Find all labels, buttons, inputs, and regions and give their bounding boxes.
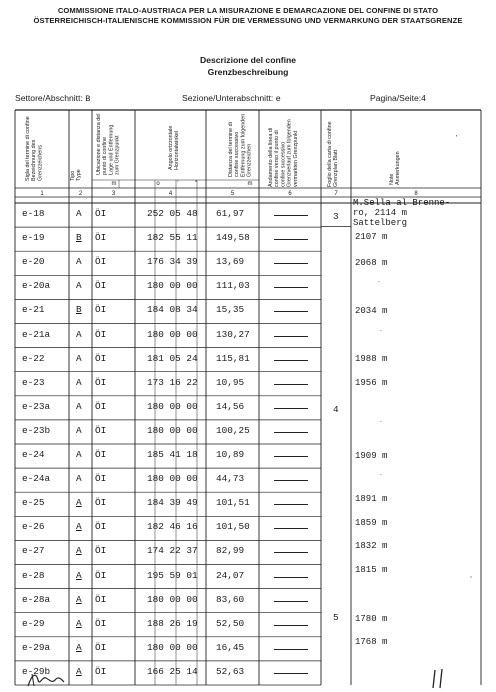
marker-type: A bbox=[76, 641, 82, 653]
note-e-20: 2068 m bbox=[355, 258, 388, 268]
marker-location: ÖI bbox=[95, 256, 107, 268]
distance-to-next: 83,60 bbox=[216, 593, 245, 605]
boundary-marker-id: e-24a bbox=[22, 473, 51, 485]
marker-location: ÖI bbox=[95, 665, 107, 677]
boundary-marker-id: e-28a bbox=[22, 593, 51, 605]
boundary-line-dash bbox=[274, 408, 308, 409]
col-header-3: Ubicazione e distanza del punto di confine Lage und Entfernung zum Grenzpunkt bbox=[96, 113, 121, 175]
col-number-5: 5 bbox=[230, 191, 235, 197]
distance-to-next: 149,58 bbox=[216, 232, 250, 244]
marker-location: ÖI bbox=[95, 641, 107, 653]
distance-to-next: 101,51 bbox=[216, 497, 250, 509]
note-e-29: 1780 m bbox=[355, 614, 388, 624]
note-e-25: 1891 m bbox=[355, 494, 388, 504]
marker-location: ÖI bbox=[95, 232, 107, 244]
col-header-5: Distanza del termine di confine successivo Entfernung zum folgenden Grenzzeichen bbox=[228, 113, 253, 177]
page-value: 4 bbox=[421, 93, 426, 103]
horizontal-angle: 182 46 16 bbox=[147, 521, 198, 533]
commission-title-it: COMMISSIONE ITALO-AUSTRIACA PER LA MISURAZIONE E DEMARCAZIONE DEL CONFINE DI STATO bbox=[57, 6, 439, 15]
marker-location: ÖI bbox=[95, 352, 107, 364]
col-number-2: 2 bbox=[78, 191, 83, 197]
section-value: e bbox=[275, 94, 281, 104]
col-header-2: Tipo Type bbox=[70, 169, 83, 181]
boundary-line-dash bbox=[274, 649, 308, 650]
distance-to-next: 111,03 bbox=[216, 280, 250, 292]
note-e-23: 1956 m bbox=[355, 378, 388, 388]
marker-location: ÖI bbox=[95, 545, 107, 557]
boundary-line-dash bbox=[274, 336, 308, 337]
distance-to-next: 10,95 bbox=[216, 376, 245, 388]
boundary-marker-id: e-29a bbox=[22, 641, 51, 653]
boundary-marker-id: e-29b bbox=[22, 665, 51, 677]
unit-m-col5: m bbox=[247, 181, 253, 187]
pencil-mark: . bbox=[378, 277, 380, 284]
marker-location: ÖI bbox=[95, 473, 107, 485]
marker-type: A bbox=[76, 352, 82, 364]
unit-sec: " bbox=[194, 181, 198, 187]
marker-type: A bbox=[76, 280, 82, 292]
boundary-line-dash bbox=[274, 263, 308, 264]
boundary-marker-id: e-29 bbox=[22, 617, 45, 629]
boundary-line-dash bbox=[274, 456, 308, 457]
boundary-marker-id: e-25 bbox=[22, 497, 45, 509]
col-number-6: 6 bbox=[288, 191, 292, 197]
marker-type: A bbox=[76, 449, 82, 460]
marker-type: A bbox=[76, 545, 82, 557]
horizontal-angle: 180 00 00 bbox=[147, 400, 198, 412]
marker-type: A bbox=[76, 521, 82, 533]
marker-type: A bbox=[76, 593, 82, 605]
marker-type: A bbox=[76, 473, 82, 485]
commission-title-de: ÖSTERREICHISCH-ITALIENISCHE KOMMISSION FÜR DIE VERMESSUNG UND VERMARKUNG DER STAATSGRENZE bbox=[33, 16, 463, 25]
note-e-27: 1832 m bbox=[355, 541, 388, 551]
col-number-1: 1 bbox=[40, 191, 44, 197]
marker-type: B bbox=[76, 304, 82, 316]
boundary-line-dash bbox=[274, 215, 308, 216]
boundary-marker-id: e-27 bbox=[22, 545, 45, 557]
marker-type: A bbox=[76, 569, 82, 581]
marker-location: ÖI bbox=[95, 328, 107, 340]
marker-type: A bbox=[76, 497, 82, 509]
col-header-7: Foglio della carta di confine Grenzplan Blatt bbox=[327, 121, 340, 187]
horizontal-angle: 184 39 49 bbox=[147, 497, 198, 509]
horizontal-angle: 180 00 00 bbox=[147, 280, 198, 292]
marker-type: A bbox=[76, 400, 82, 412]
sheet-number-3: 3 bbox=[333, 211, 339, 222]
marker-location: ÖI bbox=[95, 593, 107, 605]
col-number-8: 8 bbox=[414, 191, 418, 197]
distance-to-next: 52,63 bbox=[216, 665, 245, 677]
horizontal-angle: 180 00 00 bbox=[147, 328, 198, 340]
boundary-marker-id: e-19 bbox=[22, 232, 45, 244]
boundary-line-dash bbox=[274, 239, 308, 240]
pencil-mark: . bbox=[380, 326, 382, 333]
boundary-marker-id: e-23b bbox=[22, 424, 51, 436]
horizontal-angle: 180 00 00 bbox=[147, 473, 198, 485]
horizontal-angle: 180 00 00 bbox=[147, 641, 198, 653]
distance-to-next: 16,45 bbox=[216, 641, 245, 653]
marker-location: ÖI bbox=[95, 617, 107, 629]
boundary-marker-id: e-23a bbox=[22, 400, 51, 412]
unit-min: ' bbox=[177, 181, 179, 187]
horizontal-angle: 173 16 22 bbox=[147, 376, 198, 388]
boundary-marker-id: e-20a bbox=[22, 280, 51, 292]
boundary-marker-id: e-21 bbox=[22, 304, 45, 316]
distance-to-next: 10,89 bbox=[216, 449, 245, 460]
note-e-28: 1815 m bbox=[355, 565, 388, 575]
distance-to-next: 24,07 bbox=[216, 569, 245, 581]
marker-type: B bbox=[76, 232, 82, 244]
note-e-22: 1988 m bbox=[355, 354, 388, 364]
horizontal-angle: 176 34 39 bbox=[147, 256, 198, 268]
distance-to-next: 101,50 bbox=[216, 521, 250, 533]
col-number-3: 3 bbox=[111, 191, 116, 197]
marker-type: A bbox=[76, 328, 82, 340]
boundary-marker-id: e-26 bbox=[22, 521, 45, 533]
signature-left bbox=[26, 670, 66, 690]
pencil-mark: , bbox=[470, 572, 472, 579]
note-e-21: 2034 m bbox=[355, 306, 388, 316]
horizontal-angle: 182 55 11 bbox=[147, 232, 198, 244]
boundary-marker-id: e-21a bbox=[22, 328, 51, 340]
marker-type: A bbox=[76, 376, 82, 388]
col-number-7: 7 bbox=[334, 191, 338, 197]
unit-m-col3: m bbox=[111, 181, 117, 187]
horizontal-angle: 185 41 18 bbox=[147, 449, 198, 460]
boundary-marker-id: e-22 bbox=[22, 352, 45, 364]
boundary-line-dash bbox=[274, 480, 308, 481]
boundary-line-dash bbox=[274, 504, 308, 505]
distance-to-next: 13,69 bbox=[216, 256, 245, 268]
marker-location: ÖI bbox=[95, 449, 107, 460]
horizontal-angle: 180 00 00 bbox=[147, 424, 198, 436]
page-field: Pagina/Seite:4 bbox=[370, 93, 426, 103]
boundary-line-dash bbox=[274, 360, 308, 361]
distance-to-next: 14,56 bbox=[216, 400, 245, 412]
pencil-mark: . bbox=[380, 417, 382, 424]
sector-value: B bbox=[85, 94, 91, 104]
col-number-4: 4 bbox=[168, 191, 173, 197]
marker-location: ÖI bbox=[95, 400, 107, 412]
sheet-number-5: 5 bbox=[333, 612, 339, 623]
marker-type: A bbox=[76, 617, 82, 629]
marker-location: ÖI bbox=[95, 304, 107, 316]
distance-to-next: 52,50 bbox=[216, 617, 245, 629]
marker-location: ÖI bbox=[95, 424, 107, 436]
note-e-24: 1909 m bbox=[355, 451, 388, 461]
marker-location: ÖI bbox=[95, 208, 107, 219]
boundary-line-dash bbox=[274, 552, 308, 553]
boundary-line-dash bbox=[274, 432, 308, 433]
document-title-de: Grenzbeschreibung bbox=[207, 67, 289, 77]
boundary-marker-id: e-18 bbox=[22, 208, 45, 219]
boundary-line-dash bbox=[274, 287, 308, 288]
distance-to-next: 130,27 bbox=[216, 328, 250, 340]
col-header-1: Sigla del termine di confine Bezeichnung des Grenzzeichens bbox=[25, 116, 44, 181]
horizontal-angle: 174 22 37 bbox=[147, 545, 198, 557]
sector-field: Settore/Abschnitt: B bbox=[15, 93, 91, 104]
boundary-line-dash bbox=[274, 601, 308, 602]
marker-location: ÖI bbox=[95, 280, 107, 292]
distance-to-next: 82,99 bbox=[216, 545, 245, 557]
marker-location: ÖI bbox=[95, 521, 107, 533]
distance-to-next: 115,81 bbox=[216, 352, 250, 364]
horizontal-angle: 252 05 48 bbox=[147, 208, 198, 219]
section-field: Sezione/Unterabschnitt: e bbox=[182, 93, 281, 104]
signature-right bbox=[430, 668, 450, 690]
distance-to-next: 15,35 bbox=[216, 304, 245, 316]
sheet-number-4: 4 bbox=[333, 404, 339, 415]
note-e-18: M.Sella al Brenne- ro, 2114 m Sattelberg bbox=[353, 198, 451, 228]
marker-type: A bbox=[76, 256, 82, 268]
boundary-line-dash bbox=[274, 384, 308, 385]
note-e-26: 1859 m bbox=[355, 518, 388, 528]
col-header-6: Andamento della linea di confine verso il punto di confine successivo Grenzverlauf zum folgenden vermarkten Grenzpunkt bbox=[268, 119, 299, 187]
pencil-mark: ' bbox=[456, 135, 458, 142]
horizontal-angle: 166 25 14 bbox=[147, 665, 198, 677]
marker-location: ÖI bbox=[95, 569, 107, 581]
distance-to-next: 100,25 bbox=[216, 424, 250, 436]
horizontal-angle: 195 59 01 bbox=[147, 569, 198, 581]
document-title-it: Descrizione del confine bbox=[200, 55, 296, 65]
boundary-marker-id: e-20 bbox=[22, 256, 45, 268]
col-header-4: Angolo orizzontale Horizontalwinkel bbox=[168, 125, 181, 170]
pencil-mark: . bbox=[380, 470, 382, 477]
horizontal-angle: 188 26 19 bbox=[147, 617, 198, 629]
boundary-line-dash bbox=[274, 577, 308, 578]
col-header-8: Note Anmerkungen bbox=[389, 151, 402, 185]
boundary-line-dash bbox=[274, 673, 308, 674]
boundary-line-dash bbox=[274, 528, 308, 529]
boundary-marker-id: e-23 bbox=[22, 376, 45, 388]
note-e-19: 2107 m bbox=[355, 232, 388, 242]
marker-type: A bbox=[76, 208, 82, 219]
marker-location: ÖI bbox=[95, 497, 107, 509]
marker-type: A bbox=[76, 424, 82, 436]
horizontal-angle: 180 00 00 bbox=[147, 593, 198, 605]
boundary-marker-id: e-28 bbox=[22, 569, 45, 581]
horizontal-angle: 184 08 34 bbox=[147, 304, 198, 316]
distance-to-next: 61,97 bbox=[216, 208, 245, 219]
marker-location: ÖI bbox=[95, 376, 107, 388]
distance-to-next: 44,73 bbox=[216, 473, 245, 485]
boundary-line-dash bbox=[274, 625, 308, 626]
marker-type: A bbox=[76, 665, 82, 677]
boundary-line-dash bbox=[274, 311, 308, 312]
unit-deg: o bbox=[156, 181, 160, 187]
boundary-marker-id: e-24 bbox=[22, 449, 45, 460]
note-e-29a: 1768 m bbox=[355, 637, 388, 647]
horizontal-angle: 181 05 24 bbox=[147, 352, 198, 364]
